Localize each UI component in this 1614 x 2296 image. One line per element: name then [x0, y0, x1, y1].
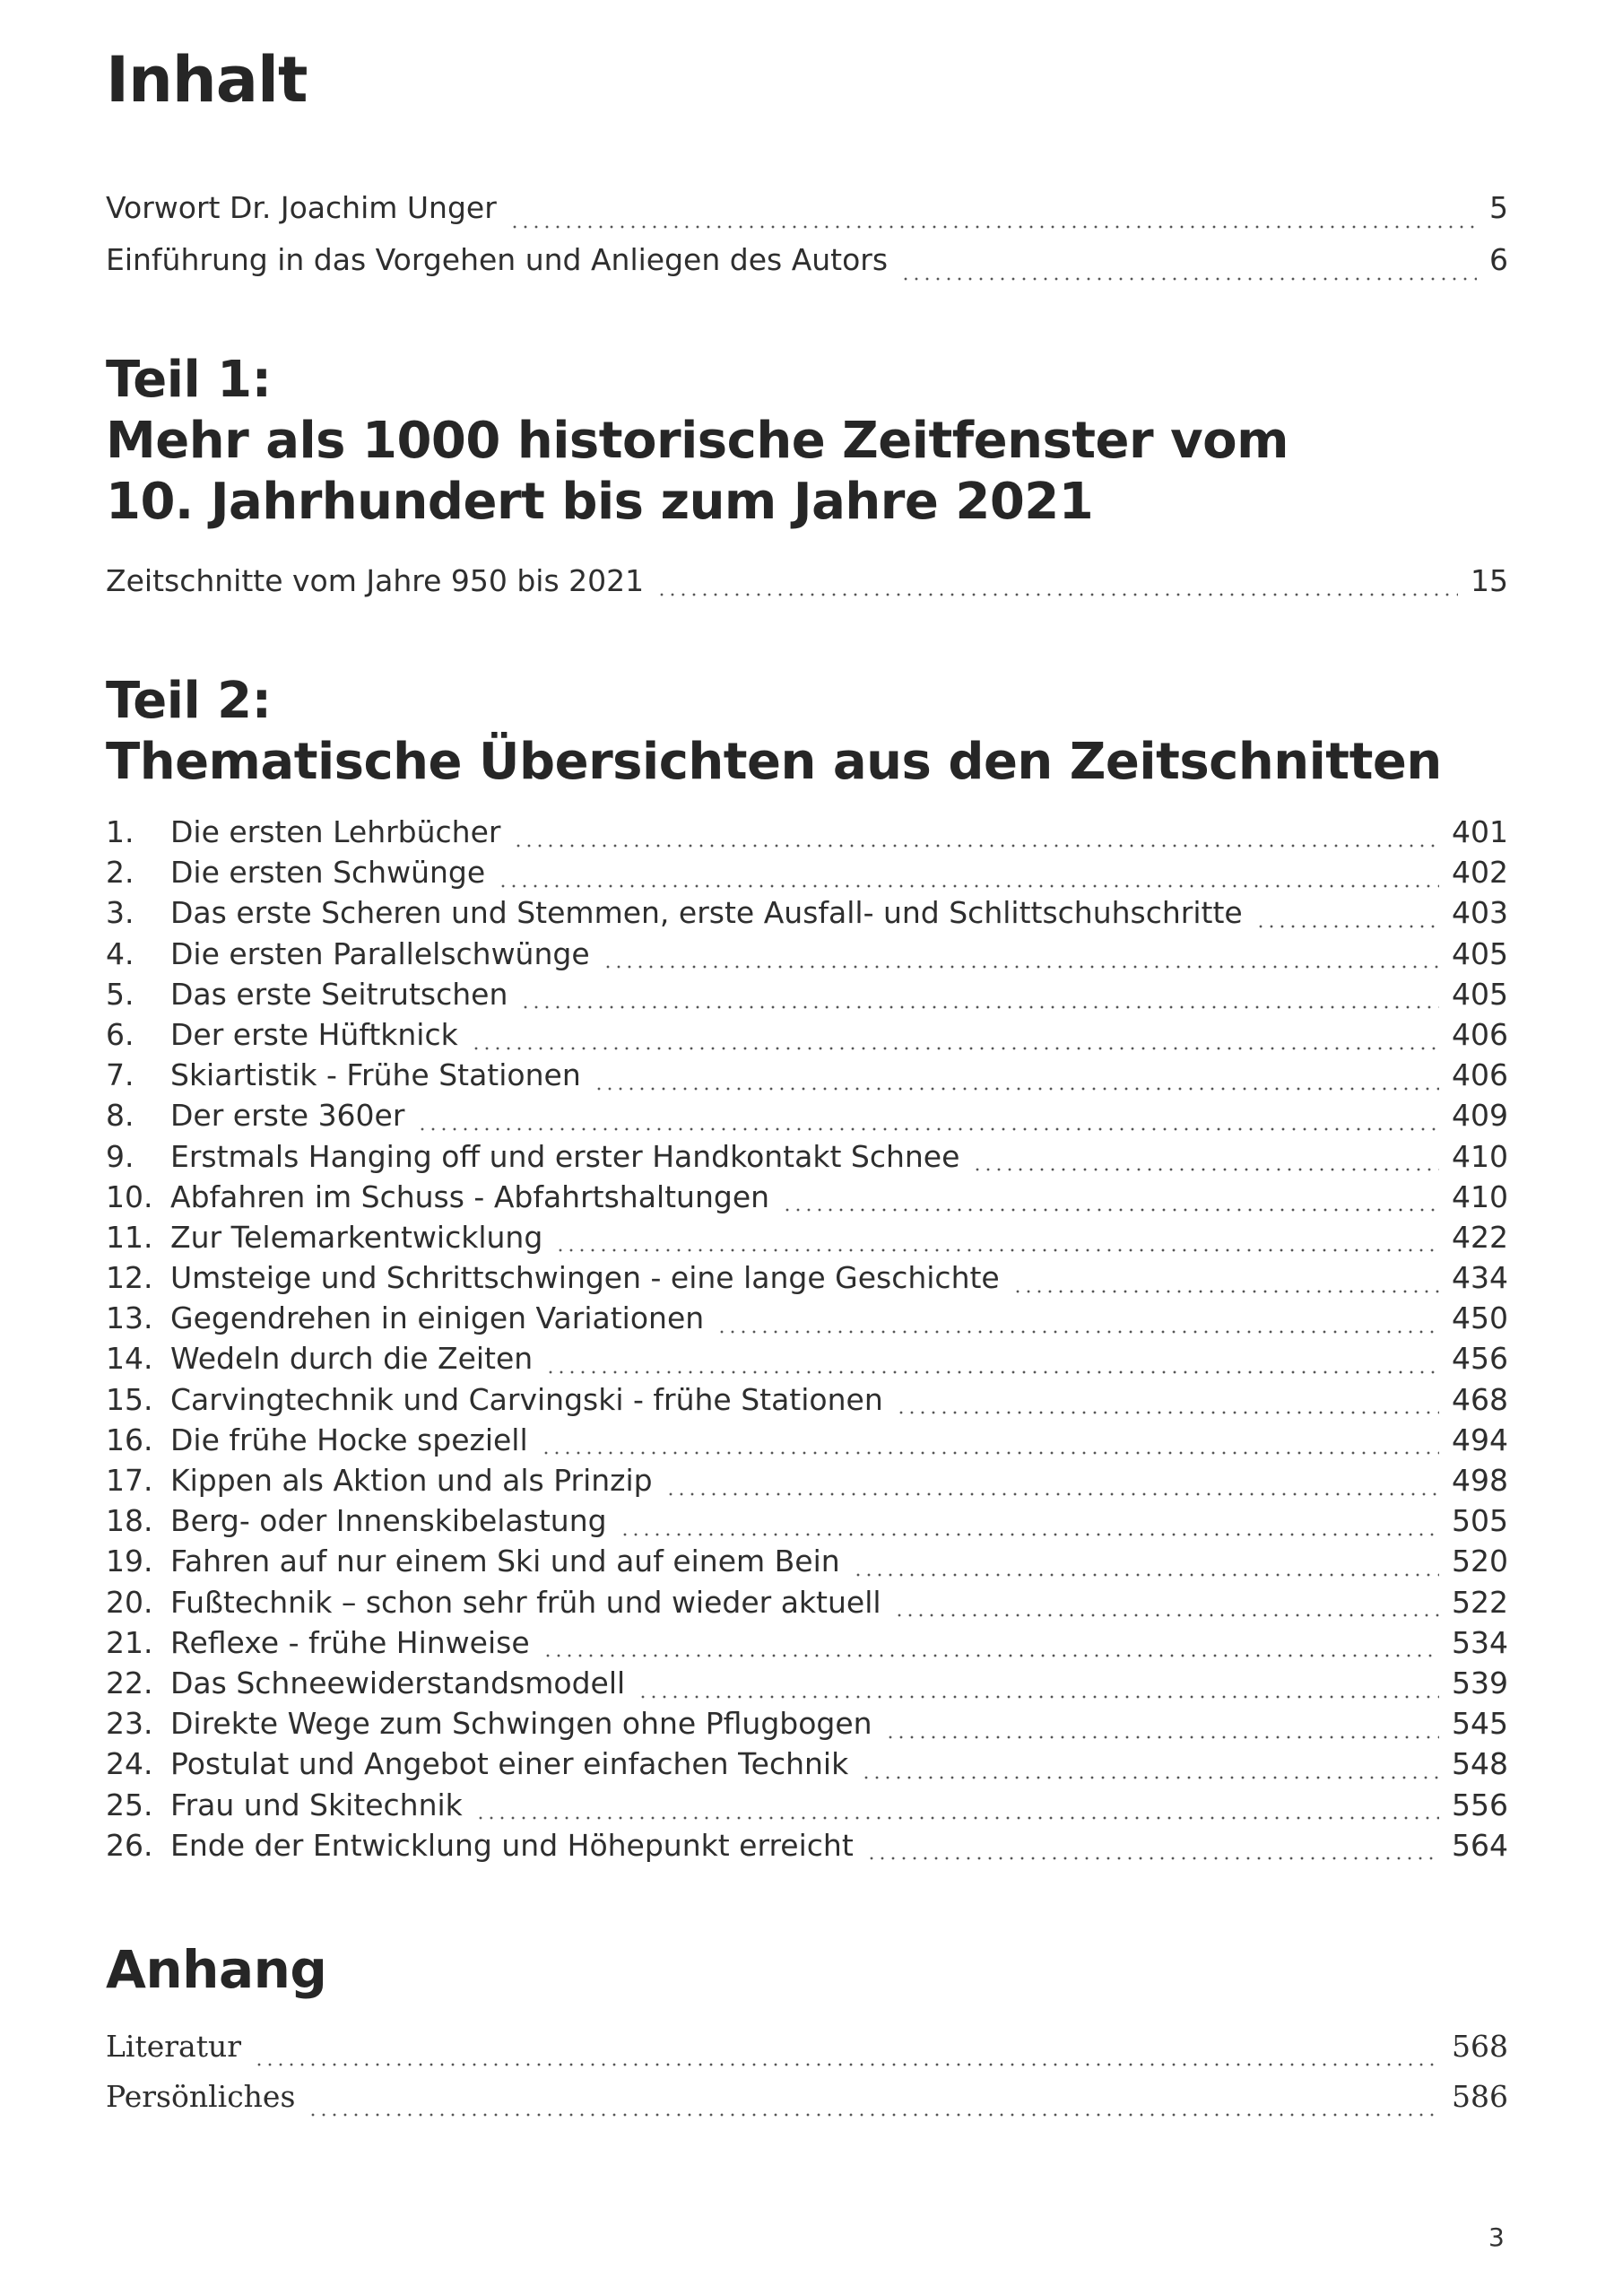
toc-entry: [106, 1098, 1508, 1138]
toc-entry-text: Gegendrehen in einigen Variationen: [170, 1300, 705, 1336]
toc-entry-number: 16.: [106, 1422, 153, 1457]
dot-leader: [620, 1533, 1439, 1536]
toc-entry: [106, 563, 1508, 604]
toc-entry-page: 564: [1452, 1827, 1508, 1863]
toc-entry-page: 409: [1452, 1098, 1508, 1134]
intro-toc: [106, 190, 1508, 294]
toc-entry: [106, 855, 1508, 895]
dot-leader: [896, 1411, 1439, 1414]
dot-leader: [665, 1492, 1439, 1496]
toc-entry: [106, 1300, 1508, 1341]
toc-entry-text: Direkte Wege zum Schwingen ohne Pflugbogen: [170, 1706, 872, 1742]
toc-entry: [106, 1422, 1508, 1463]
toc-entry: [106, 814, 1508, 855]
dot-leader: [603, 965, 1439, 969]
toc-entry-page: 405: [1452, 976, 1508, 1012]
dot-leader: [513, 844, 1439, 848]
toc-entry-page: 586: [1452, 2079, 1508, 2114]
toc-entry: [106, 1706, 1508, 1746]
toc-entry-text: Fußtechnik – schon sehr früh und wieder aktuell: [170, 1584, 881, 1620]
toc-entry-text: Einführung in das Vorgehen und Anliegen des Autors: [106, 242, 889, 277]
toc-entry-text: Die ersten Lehrbücher: [170, 814, 501, 849]
toc-entry-page: 401: [1452, 814, 1508, 849]
toc-entry: [106, 2029, 1508, 2079]
toc-entry: [106, 1139, 1508, 1179]
toc-entry-page: 494: [1452, 1422, 1508, 1457]
toc-entry-page: 422: [1452, 1219, 1508, 1255]
toc-entry-number: 23.: [106, 1706, 153, 1742]
toc-entry: [106, 1787, 1508, 1828]
toc-entry-number: 6.: [106, 1016, 134, 1052]
toc-entry-number: 10.: [106, 1178, 153, 1214]
toc-entry-text: Vorwort Dr. Joachim Unger: [106, 190, 497, 225]
toc-entry-text: Berg- oder Innenskibelastung: [170, 1503, 607, 1539]
toc-entry-number: 18.: [106, 1503, 153, 1539]
dot-leader: [972, 1168, 1439, 1171]
toc-entry-page: 539: [1452, 1665, 1508, 1700]
toc-entry-text: Carvingtechnik und Carvingski - frühe Stationen: [170, 1381, 883, 1417]
toc-entry-text: Das Schneewiderstandsmodell: [170, 1665, 626, 1700]
toc-entry-number: 22.: [106, 1665, 153, 1700]
dot-leader: [638, 1695, 1439, 1699]
toc-entry-number: 2.: [106, 855, 134, 891]
toc-entry: [106, 1746, 1508, 1787]
toc-entry-number: 26.: [106, 1827, 153, 1863]
toc-entry-page: 406: [1452, 1057, 1508, 1093]
toc-entry-text: Erstmals Hanging off und erster Handkontakt Schnee: [170, 1138, 960, 1174]
dot-leader: [1012, 1290, 1439, 1293]
toc-entry-text: Das erste Scheren und Stemmen, erste Ausfall- und Schlittschuhschritte: [170, 895, 1243, 931]
toc-entry-text: Kippen als Aktion und als Prinzip: [170, 1463, 653, 1498]
part1-heading-line: 10. Jahrhundert bis zum Jahre 2021: [106, 473, 1094, 531]
toc-entry-text: Das erste Seitrutschen: [170, 976, 508, 1012]
toc-entry-text: Wedeln durch die Zeiten: [170, 1341, 534, 1377]
dot-leader: [475, 1816, 1439, 1820]
toc-entry-page: 450: [1452, 1300, 1508, 1336]
part2-heading: [106, 671, 1442, 793]
toc-entry: [106, 1057, 1508, 1098]
appendix-heading: [106, 1939, 326, 2000]
toc-entry-page: 568: [1452, 2029, 1508, 2064]
toc-entry: [106, 1463, 1508, 1503]
toc-entry-text: Der erste Hüftknick: [170, 1016, 458, 1052]
toc-entry-number: 4.: [106, 935, 134, 971]
toc-entry-page: 402: [1452, 855, 1508, 891]
toc-entry-page: 406: [1452, 1016, 1508, 1052]
dot-leader: [782, 1208, 1439, 1212]
toc-entry-page: 15: [1471, 563, 1508, 598]
toc-entry-page: 545: [1452, 1706, 1508, 1742]
toc-entry-number: 21.: [106, 1624, 153, 1660]
toc-entry: [106, 1544, 1508, 1584]
dot-leader: [471, 1047, 1439, 1050]
toc-entry-page: 534: [1452, 1624, 1508, 1660]
toc-entry-number: 5.: [106, 976, 134, 1012]
dot-leader: [542, 1654, 1439, 1657]
toc-entry: [106, 1017, 1508, 1057]
toc-entry: [106, 1179, 1508, 1220]
toc-entry-page: 468: [1452, 1381, 1508, 1417]
toc-entry-text: Frau und Skitechnik: [170, 1787, 463, 1822]
toc-entry-page: 456: [1452, 1341, 1508, 1377]
toc-entry: [106, 1585, 1508, 1625]
toc-entry-page: 548: [1452, 1746, 1508, 1782]
toc-entry-number: 13.: [106, 1300, 153, 1336]
dot-leader: [308, 2113, 1439, 2117]
toc-entry-text: Skiartistik - Frühe Stationen: [170, 1057, 581, 1093]
appendix-toc: [106, 2029, 1508, 2129]
toc-entry: [106, 1625, 1508, 1665]
part1-heading-line: Mehr als 1000 historische Zeitfenster vom: [106, 412, 1289, 470]
toc-entry: [106, 1220, 1508, 1260]
toc-entry: [106, 1665, 1508, 1706]
dot-leader: [866, 1857, 1439, 1860]
toc-entry-text: Fahren auf nur einem Ski und auf einem Bein: [170, 1544, 840, 1579]
toc-entry-number: 14.: [106, 1341, 153, 1377]
toc-entry-text: Der erste 360er: [170, 1098, 405, 1134]
dot-leader: [541, 1451, 1439, 1455]
page-title: Inhalt: [106, 43, 308, 117]
dot-leader: [417, 1127, 1439, 1131]
toc-entry-text: Postulat und Angebot einer einfachen Technik: [170, 1746, 849, 1782]
toc-entry: [106, 1503, 1508, 1544]
toc-entry-page: 403: [1452, 895, 1508, 931]
toc-entry-page: 410: [1452, 1138, 1508, 1174]
dot-leader: [885, 1735, 1439, 1739]
toc-entry-number: 8.: [106, 1098, 134, 1134]
toc-entry-number: 3.: [106, 895, 134, 931]
toc-entry-text: Umsteige und Schrittschwingen - eine lange Geschichte: [170, 1260, 1000, 1296]
toc-entry-page: 5: [1489, 190, 1508, 225]
toc-entry-page: 498: [1452, 1463, 1508, 1498]
toc-entry-text: Abfahren im Schuss - Abfahrtshaltungen: [170, 1178, 770, 1214]
toc-entry-text: Die ersten Schwünge: [170, 855, 486, 891]
toc-entry-number: 19.: [106, 1544, 153, 1579]
dot-leader: [520, 1005, 1439, 1009]
dot-leader: [900, 277, 1477, 281]
toc-entry-text: Zur Telemarkentwicklung: [170, 1219, 543, 1255]
toc-entry-page: 522: [1452, 1584, 1508, 1620]
part2-heading-line: Teil 2:: [106, 672, 272, 730]
dot-leader: [594, 1087, 1439, 1091]
toc-entry: [106, 936, 1508, 977]
toc-entry: [106, 242, 1508, 294]
toc-entry-text: Persönliches: [106, 2079, 296, 2114]
toc-entry-page: 556: [1452, 1787, 1508, 1822]
toc-entry: [106, 1260, 1508, 1300]
dot-leader: [509, 225, 1477, 229]
part1-heading: [106, 350, 1289, 533]
dot-leader: [853, 1573, 1439, 1577]
toc-entry-number: 20.: [106, 1584, 153, 1620]
toc-entry: [106, 895, 1508, 935]
toc-entry-page: 410: [1452, 1178, 1508, 1214]
toc-entry: [106, 1341, 1508, 1381]
part1-toc: [106, 563, 1508, 604]
part2-toc: [106, 814, 1508, 1868]
toc-entry-text: Die frühe Hocke speziell: [170, 1422, 528, 1457]
dot-leader: [656, 593, 1458, 596]
toc-entry: [106, 2079, 1508, 2129]
toc-entry-text: Zeitschnitte vom Jahre 950 bis 2021: [106, 563, 645, 598]
toc-entry: [106, 190, 1508, 242]
page-number: 3: [1488, 2222, 1505, 2252]
toc-entry-number: 1.: [106, 814, 134, 849]
part2-heading-line: Thematische Übersichten aus den Zeitschnitten: [106, 733, 1442, 791]
dot-leader: [894, 1613, 1439, 1617]
toc-entry-number: 15.: [106, 1381, 153, 1417]
toc-entry-text: Ende der Entwicklung und Höhepunkt erreicht: [170, 1827, 854, 1863]
toc-entry-page: 505: [1452, 1503, 1508, 1539]
toc-entry-number: 12.: [106, 1260, 153, 1296]
dot-leader: [498, 884, 1439, 888]
appendix-heading-text: Anhang: [106, 1939, 327, 2000]
toc-entry: [106, 1828, 1508, 1868]
toc-entry-text: Reflexe - frühe Hinweise: [170, 1624, 530, 1660]
toc-entry-number: 17.: [106, 1463, 153, 1498]
dot-leader: [1255, 925, 1439, 928]
toc-entry-number: 11.: [106, 1219, 153, 1255]
dot-leader: [555, 1248, 1439, 1252]
toc-entry-page: 6: [1489, 242, 1508, 277]
toc-entry: [106, 1382, 1508, 1422]
dot-leader: [545, 1370, 1439, 1374]
toc-entry-text: Die ersten Parallelschwünge: [170, 935, 590, 971]
toc-entry-text: Literatur: [106, 2029, 241, 2064]
dot-leader: [861, 1776, 1439, 1779]
dot-leader: [716, 1330, 1439, 1334]
toc-entry-number: 25.: [106, 1787, 153, 1822]
toc-entry-number: 9.: [106, 1138, 134, 1174]
toc-entry-page: 520: [1452, 1544, 1508, 1579]
toc-entry: [106, 977, 1508, 1017]
toc-entry-number: 7.: [106, 1057, 134, 1093]
toc-entry-page: 405: [1452, 935, 1508, 971]
toc-entry-number: 24.: [106, 1746, 153, 1782]
part1-heading-line: Teil 1:: [106, 351, 272, 409]
toc-entry-page: 434: [1452, 1260, 1508, 1296]
dot-leader: [254, 2063, 1439, 2066]
